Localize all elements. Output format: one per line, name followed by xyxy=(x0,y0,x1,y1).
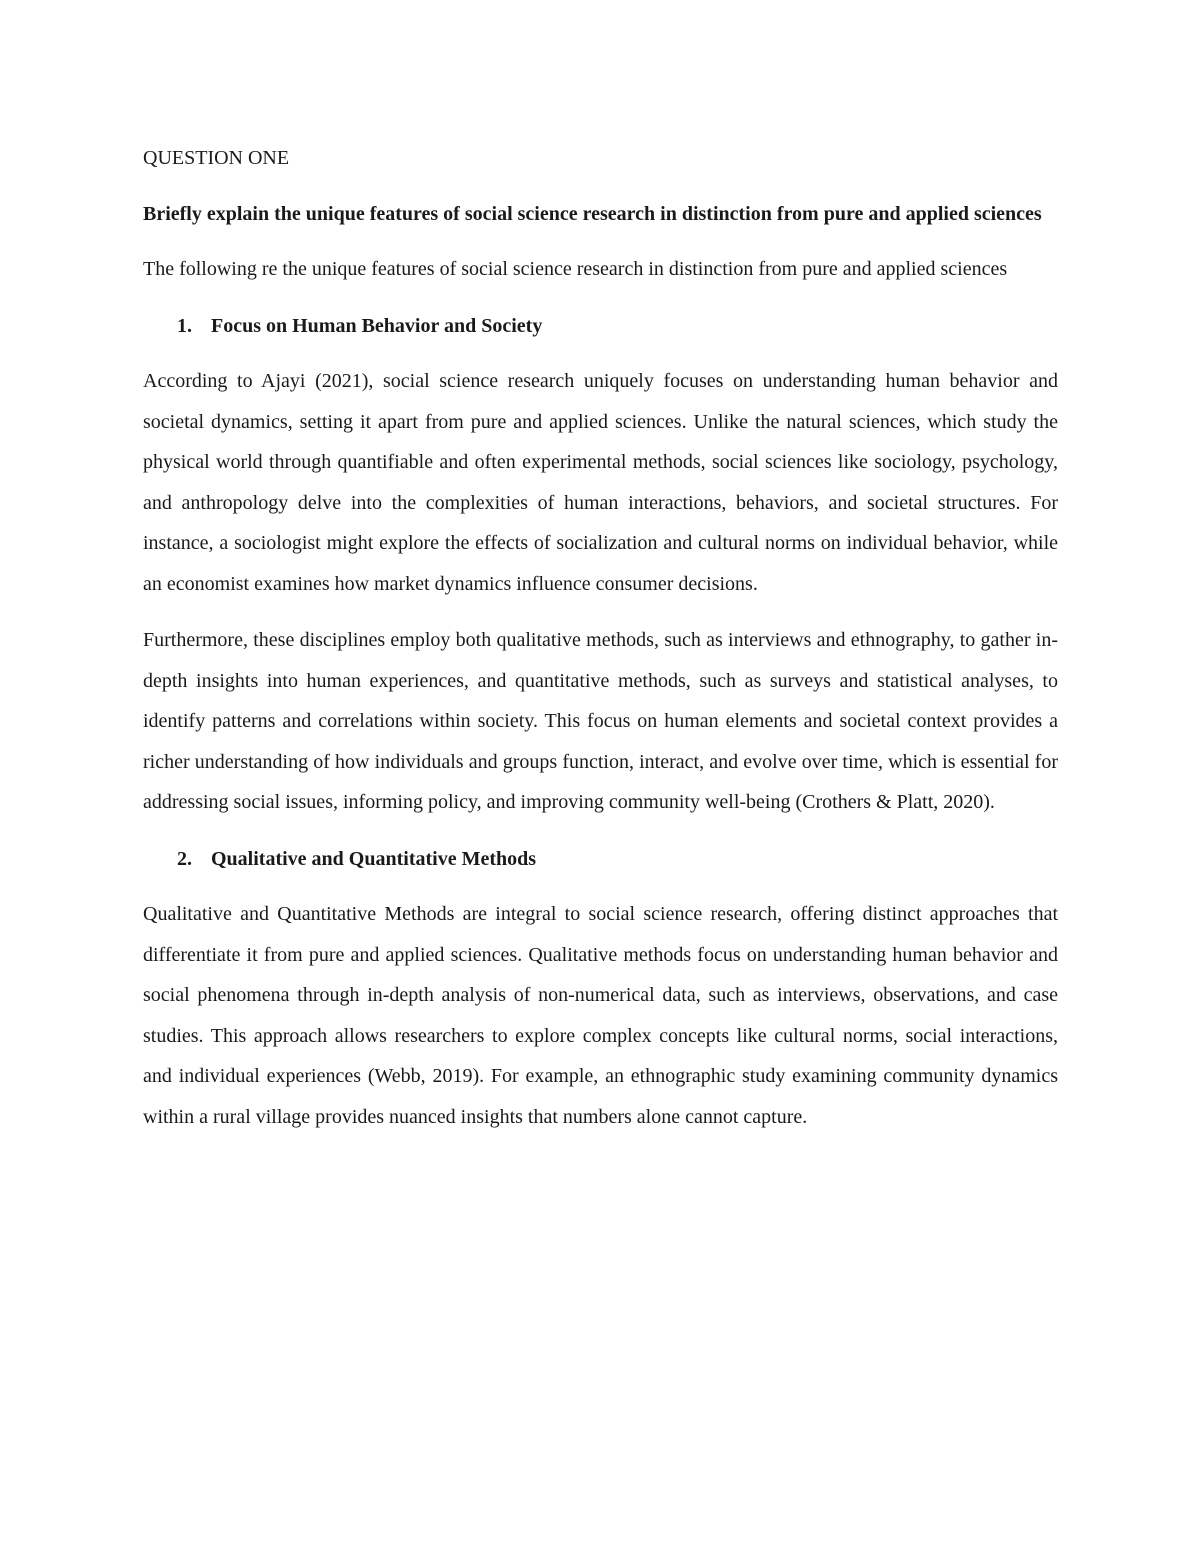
body-paragraph: Furthermore, these disciplines employ both qualitative methods, such as interviews and ethnography, to gather in-depth insights into human experiences, and quantitative methods, such as surveys and statistical analyses, to identify patterns and correlations within society. This focus on human elements and societal context provides a richer understanding of how individuals and groups function, interact, and evolve over time, which is essential for addressing social issues, informing policy, and improving community well-being (Crothers & Platt, 2020). xyxy=(143,629,1058,813)
question-text: Briefly explain the unique features of social science research in distinction from pure and applied sciences xyxy=(143,202,1042,225)
section-title: Qualitative and Quantitative Methods xyxy=(211,847,537,870)
document-page xyxy=(143,138,1058,1153)
section-number: 2. xyxy=(177,847,192,870)
intro-paragraph: The following re the unique features of social science research in distinction from pure and applied sciences xyxy=(143,258,1008,280)
body-paragraph: Qualitative and Quantitative Methods are integral to social science research, offering distinct approaches that differentiate it from pure and applied sciences. Qualitative methods focus on understanding human behavior and social phenomena through in-depth analysis of non-numerical data, such as interviews, observations, and case studies. This approach allows researchers to explore complex concepts like cultural norms, social interactions, and individual experiences (Webb, 2019). For example, an ethnographic study examining community dynamics within a rural village provides nuanced insights that numbers alone cannot capture. xyxy=(143,903,1058,1128)
document-title: QUESTION ONE xyxy=(143,147,290,169)
section-heading-1 xyxy=(143,306,1058,347)
section-heading-2 xyxy=(143,839,1058,880)
body-paragraph: According to Ajayi (2021), social science research uniquely focuses on understanding human behavior and societal dynamics, setting it apart from pure and applied sciences. Unlike the natural sciences, which study the physical world through quantifiable and often experimental methods, social sciences like sociology, psychology, and anthropology delve into the complexities of human interactions, behaviors, and societal structures. For instance, a sociologist might explore the effects of socialization and cultural norms on individual behavior, while an economist examines how market dynamics influence consumer decisions. xyxy=(143,370,1058,595)
section-number: 1. xyxy=(177,314,192,337)
section-title: Focus on Human Behavior and Society xyxy=(211,314,543,337)
